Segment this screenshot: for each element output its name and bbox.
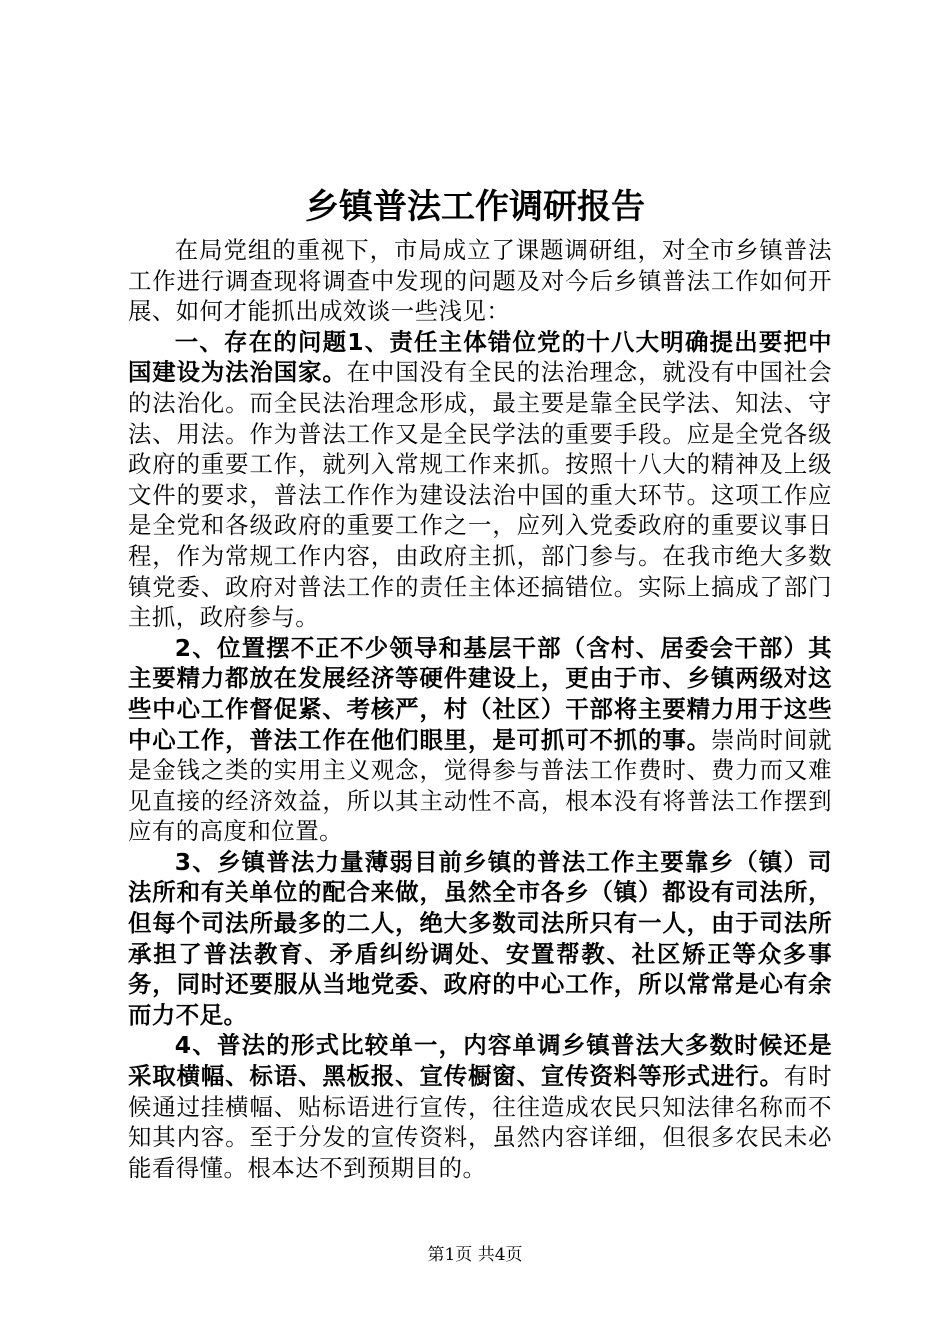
paragraph-heading: 4、普法的形式比较单一，内容单调乡镇普法大多数时候还是采取横幅、标语、黑板报、宣传橱窗、宣传资料等形式进行。 <box>128 1031 832 1091</box>
paragraph-issue-1 <box>128 328 832 634</box>
document-body <box>128 236 832 1184</box>
paragraph-heading: 2、位置摆不正不少领导和基层干部（含村、居委会干部）其主要精力都放在发展经济等硬件建设上，更由于市、乡镇两级对这些中心工作督促紧、考核严，村（社区）干部将主要精力用于这些中心工作，普法工作在他们眼里，是可抓可不抓的事。 <box>128 633 832 754</box>
page-title: 乡镇普法工作调研报告 <box>305 187 645 227</box>
paragraph-heading: 3、乡镇普法力量薄弱目前乡镇的普法工作主要靠乡（镇）司法所和有关单位的配合来做，虽然全市各乡（镇）都设有司法所，但每个司法所最多的二人，绝大多数司法所只有一人，由于司法所承担了普法教育、矛盾纠纷调处、安置帮教、社区矫正等众多事务，同时还要服从当地党委、政府的中心工作，所以常常是心有余而力不足。 <box>128 847 832 1029</box>
paragraph-heading: 一、存在的问题1、责任主体错位党的十八大明确提出要把中国建设为法治国家。 <box>128 327 832 387</box>
paragraph-text: 有时候通过挂横幅、贴标语进行宣传，往往造成农民只知法律名称而不知其内容。至于分发的宣传资料，虽然内容详细，但很多农民未必能看得懂。根本达不到预期目的。 <box>128 1062 833 1182</box>
paragraph-text: 在局党组的重视下，市局成立了课题调研组，对全市乡镇普法工作进行调查现将调查中发现的问题及对今后乡镇普法工作如何开展、如何才能抓出成效谈一些浅见： <box>128 236 832 326</box>
paragraph-text: 崇尚时间就是金钱之类的实用主义观念，觉得参与普法工作费时、费力而又难见直接的经济效益，所以其主动性不高，根本没有将普法工作摆到应有的高度和位置。 <box>128 725 833 846</box>
paragraph-intro <box>128 236 832 328</box>
paragraph-issue-4 <box>128 1031 832 1184</box>
page-footer: 第1页 共4页 <box>427 1245 523 1265</box>
paragraph-text: 在中国没有全民的法治理念，就没有中国社会的法治化。而全民法治理念形成，最主要是靠全民学法、知法、守法、用法。作为普法工作又是全民学法的重要手段。应是全党各级政府的重要工作，就列入常规工作来抓。按照十八大的精神及上级文件的要求，普法工作作为建设法治中国的重大环节。这项工作应是全党和各级政府的重要工作之一，应列入党委政府的重要议事日程，作为常规工作内容，由政府主抓，部门参与。在我市绝大多数镇党委、政府对普法工作的责任主体还搞错位。实际上搞成了部门主抓，政府参与。 <box>128 358 833 632</box>
paragraph-issue-3 <box>128 848 832 1032</box>
paragraph-issue-2 <box>128 634 832 848</box>
